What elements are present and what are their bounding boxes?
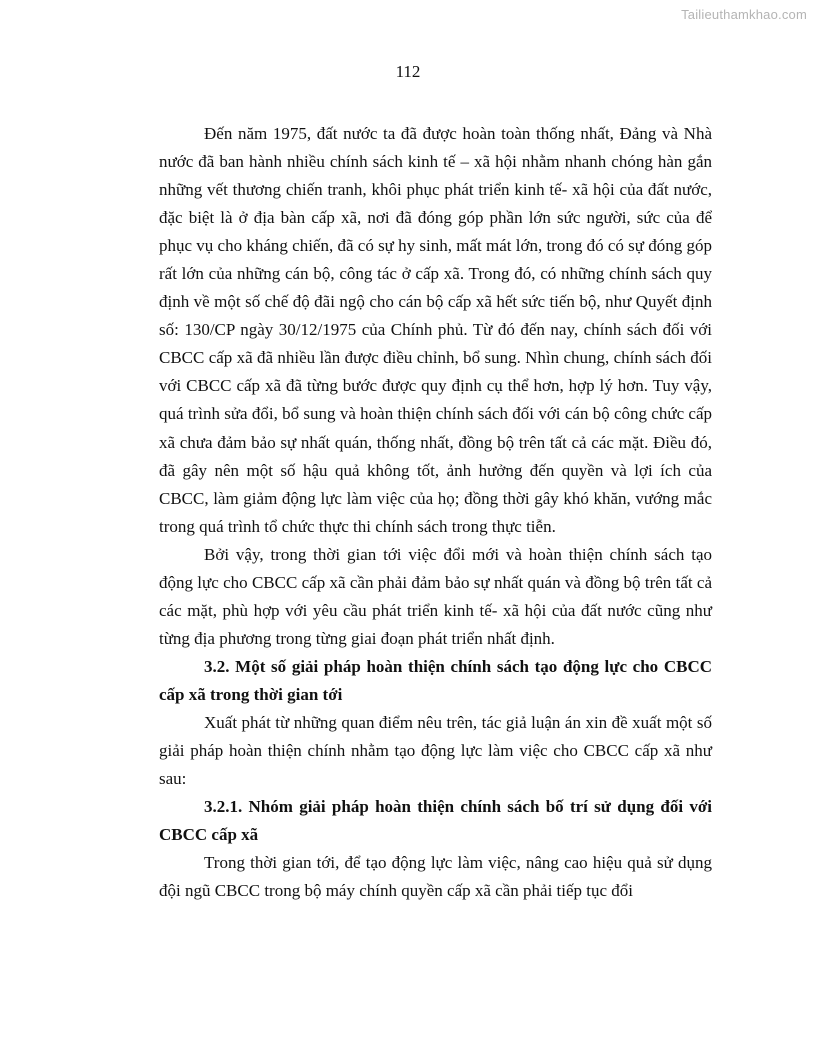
paragraph-4: Trong thời gian tới, để tạo động lực làm việc, nâng cao hiệu quả sử dụng đội ngũ CBCC trong bộ máy chính quyền cấp xã cần phải tiếp tục đổi [159, 853, 712, 901]
paragraph-3: Xuất phát từ những quan điểm nêu trên, tác giả luận án xin đề xuất một số giải pháp hoàn thiện chính nhằm tạo động lực làm việc cho CBCC cấp xã như sau: [159, 712, 712, 789]
section-heading-3-2-1: 3.2.1. Nhóm giải pháp hoàn thiện chính sách bố trí sử dụng đối với CBCC cấp xã [159, 797, 712, 845]
paragraph-1: Đến năm 1975, đất nước ta đã được hoàn toàn thống nhất, Đảng và Nhà nước đã ban hành nhiều chính sách kinh tế – xã hội nhằm nhanh chóng hàn gắn những vết thương chiến tranh, khôi phục phát triển kinh tế- xã hội của đất nước, đặc biệt là ở địa bàn cấp xã, nơi đã đóng góp phần lớn sức người, sức của để phục vụ cho kháng chiến, đã có sự hy sinh, mất mát lớn, trong đó có sự đóng góp rất lớn của những cán bộ, công tác ở cấp xã. Trong đó, có những chính sách quy định về một số chế độ đãi ngộ cho cán bộ cấp xã hết sức tiến bộ, như Quyết định số: 130/CP ngày 30/12/1975 của Chính phủ. Từ đó đến nay, chính sách đối với CBCC cấp xã đã nhiều lần được điều chỉnh, bổ sung. Nhìn chung, chính sách đối với CBCC cấp xã đã từng bước được quy định cụ thể hơn, hợp lý hơn. Tuy vậy, quá trình sửa đổi, bổ sung và hoàn thiện chính sách đối với cán bộ công chức cấp xã chưa đảm bảo sự nhất quán, thống nhất, đồng bộ trên tất cả các mặt. Điều đó, đã gây nên một số hậu quả không tốt, ảnh hưởng đến quyền và lợi ích của CBCC, làm giảm động lực làm việc của họ; đồng thời gây khó khăn, vướng mắc trong quá trình tổ chức thực thi chính sách trong thực tiễn. [159, 124, 712, 536]
section-heading-3-2: 3.2. Một số giải pháp hoàn thiện chính sách tạo động lực cho CBCC cấp xã trong thời gian tới [159, 656, 712, 704]
watermark-text: Tailieuthamkhao.com [681, 7, 807, 22]
paragraph-2: Bởi vậy, trong thời gian tới việc đổi mới và hoàn thiện chính sách tạo động lực cho CBCC cấp xã cần phải đảm bảo sự nhất quán và đồng bộ trên tất cả các mặt, phù hợp với yêu cầu phát triển kinh tế- xã hội của đất nước cũng như từng địa phương trong từng giai đoạn phát triển nhất định. [159, 544, 712, 648]
document-body [159, 120, 712, 905]
page-number: 112 [395, 62, 421, 81]
